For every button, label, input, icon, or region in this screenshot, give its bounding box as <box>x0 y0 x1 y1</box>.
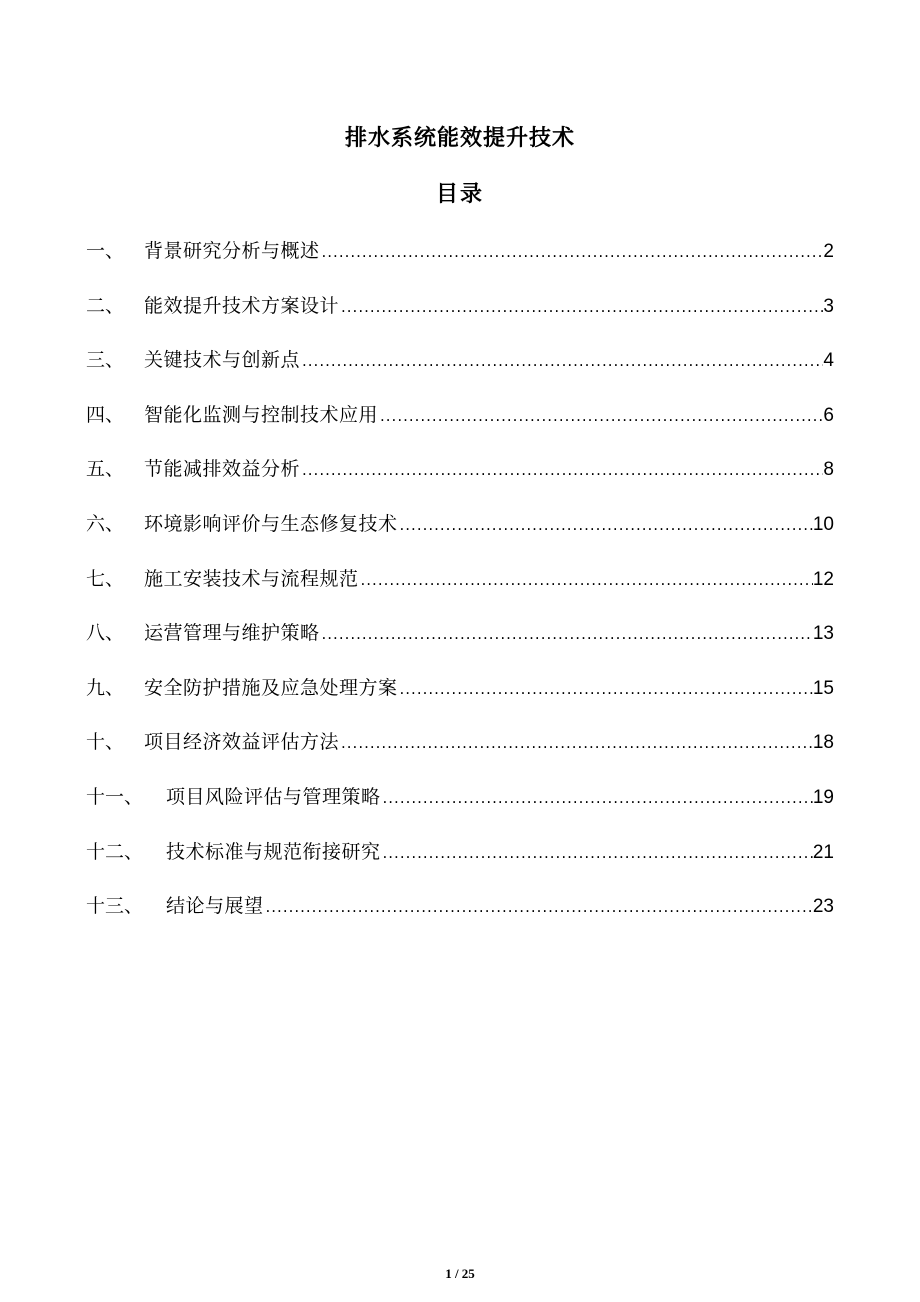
toc-leader-dots <box>320 237 824 267</box>
toc-entry-number: 二、 <box>86 294 125 317</box>
toc-entry-number: 六、 <box>86 512 125 535</box>
toc-entry-title: 结论与展望 <box>166 895 264 918</box>
toc-entry-3[interactable] <box>86 345 834 400</box>
toc-entry-number: 一、 <box>86 240 125 262</box>
toc-entry-number: 九、 <box>86 676 125 699</box>
toc-leader-dots <box>339 292 823 322</box>
toc-leader-dots <box>264 892 813 922</box>
toc-leader-dots <box>381 838 813 868</box>
toc-entry-13[interactable] <box>86 891 834 946</box>
toc-leader-dots <box>378 401 823 431</box>
toc-entry-title: 技术标准与规范衔接研究 <box>166 840 381 863</box>
toc-entry-page: 3 <box>823 295 834 317</box>
toc-entry-title: 背景研究分析与概述 <box>144 240 320 262</box>
toc-entry-page: 19 <box>812 786 834 808</box>
toc-entry-6[interactable] <box>86 509 834 564</box>
toc-entry-page: 12 <box>812 568 834 590</box>
toc-entry-page: 21 <box>812 841 834 863</box>
toc-entry-title: 智能化监测与控制技术应用 <box>144 403 379 426</box>
toc-entry-1[interactable] <box>86 236 834 291</box>
toc-leader-dots <box>339 728 813 758</box>
toc-entry-title: 项目风险评估与管理策略 <box>166 785 381 808</box>
toc-entry-title: 节能减排效益分析 <box>144 458 301 481</box>
toc-entry-page: 23 <box>812 896 834 918</box>
toc-entry-title: 能效提升技术方案设计 <box>144 294 340 317</box>
toc-entry-page: 15 <box>812 677 834 699</box>
toc-entry-number: 八、 <box>86 622 125 645</box>
page-number-footer: 1 / 25 <box>445 1266 475 1281</box>
toc-entry-title: 项目经济效益评估方法 <box>144 731 340 754</box>
toc-entry-page: 2 <box>823 241 834 262</box>
toc-entry-title: 安全防护措施及应急处理方案 <box>144 676 398 699</box>
toc-heading: 目录 <box>435 182 484 207</box>
table-of-contents <box>86 236 834 946</box>
toc-entry-number: 三、 <box>86 349 125 372</box>
toc-entry-11[interactable] <box>86 782 834 837</box>
toc-entry-page: 10 <box>812 513 834 535</box>
toc-leader-dots <box>300 346 823 376</box>
toc-entry-number: 四、 <box>86 403 125 426</box>
toc-leader-dots <box>398 510 813 540</box>
toc-entry-title: 运营管理与维护策略 <box>144 622 320 645</box>
toc-leader-dots <box>398 674 813 704</box>
toc-entry-page: 13 <box>812 623 834 645</box>
toc-entry-9[interactable] <box>86 673 834 728</box>
toc-entry-10[interactable] <box>86 727 834 782</box>
toc-entry-12[interactable] <box>86 837 834 892</box>
toc-entry-number: 十二、 <box>86 840 144 863</box>
toc-entry-8[interactable] <box>86 618 834 673</box>
toc-entry-2[interactable] <box>86 291 834 346</box>
toc-leader-dots <box>381 783 813 813</box>
toc-entry-4[interactable] <box>86 400 834 455</box>
toc-entry-page: 8 <box>823 459 834 481</box>
toc-entry-7[interactable] <box>86 564 834 619</box>
toc-entry-number: 十、 <box>86 731 125 754</box>
toc-leader-dots <box>320 619 813 649</box>
toc-leader-dots <box>300 455 823 485</box>
toc-entry-5[interactable] <box>86 454 834 509</box>
toc-entry-title: 关键技术与创新点 <box>144 349 301 372</box>
toc-entry-title: 环境影响评价与生态修复技术 <box>144 512 398 535</box>
toc-entry-page: 6 <box>823 404 834 426</box>
toc-entry-page: 4 <box>823 350 834 372</box>
toc-entry-page: 18 <box>812 732 834 754</box>
toc-entry-number: 十三、 <box>86 895 144 918</box>
toc-entry-number: 五、 <box>86 458 125 481</box>
toc-entry-title: 施工安装技术与流程规范 <box>144 567 359 590</box>
toc-leader-dots <box>359 565 813 595</box>
document-title: 排水系统能效提升技术 <box>344 126 575 151</box>
toc-entry-number: 七、 <box>86 567 125 590</box>
toc-entry-number: 十一、 <box>86 785 144 808</box>
